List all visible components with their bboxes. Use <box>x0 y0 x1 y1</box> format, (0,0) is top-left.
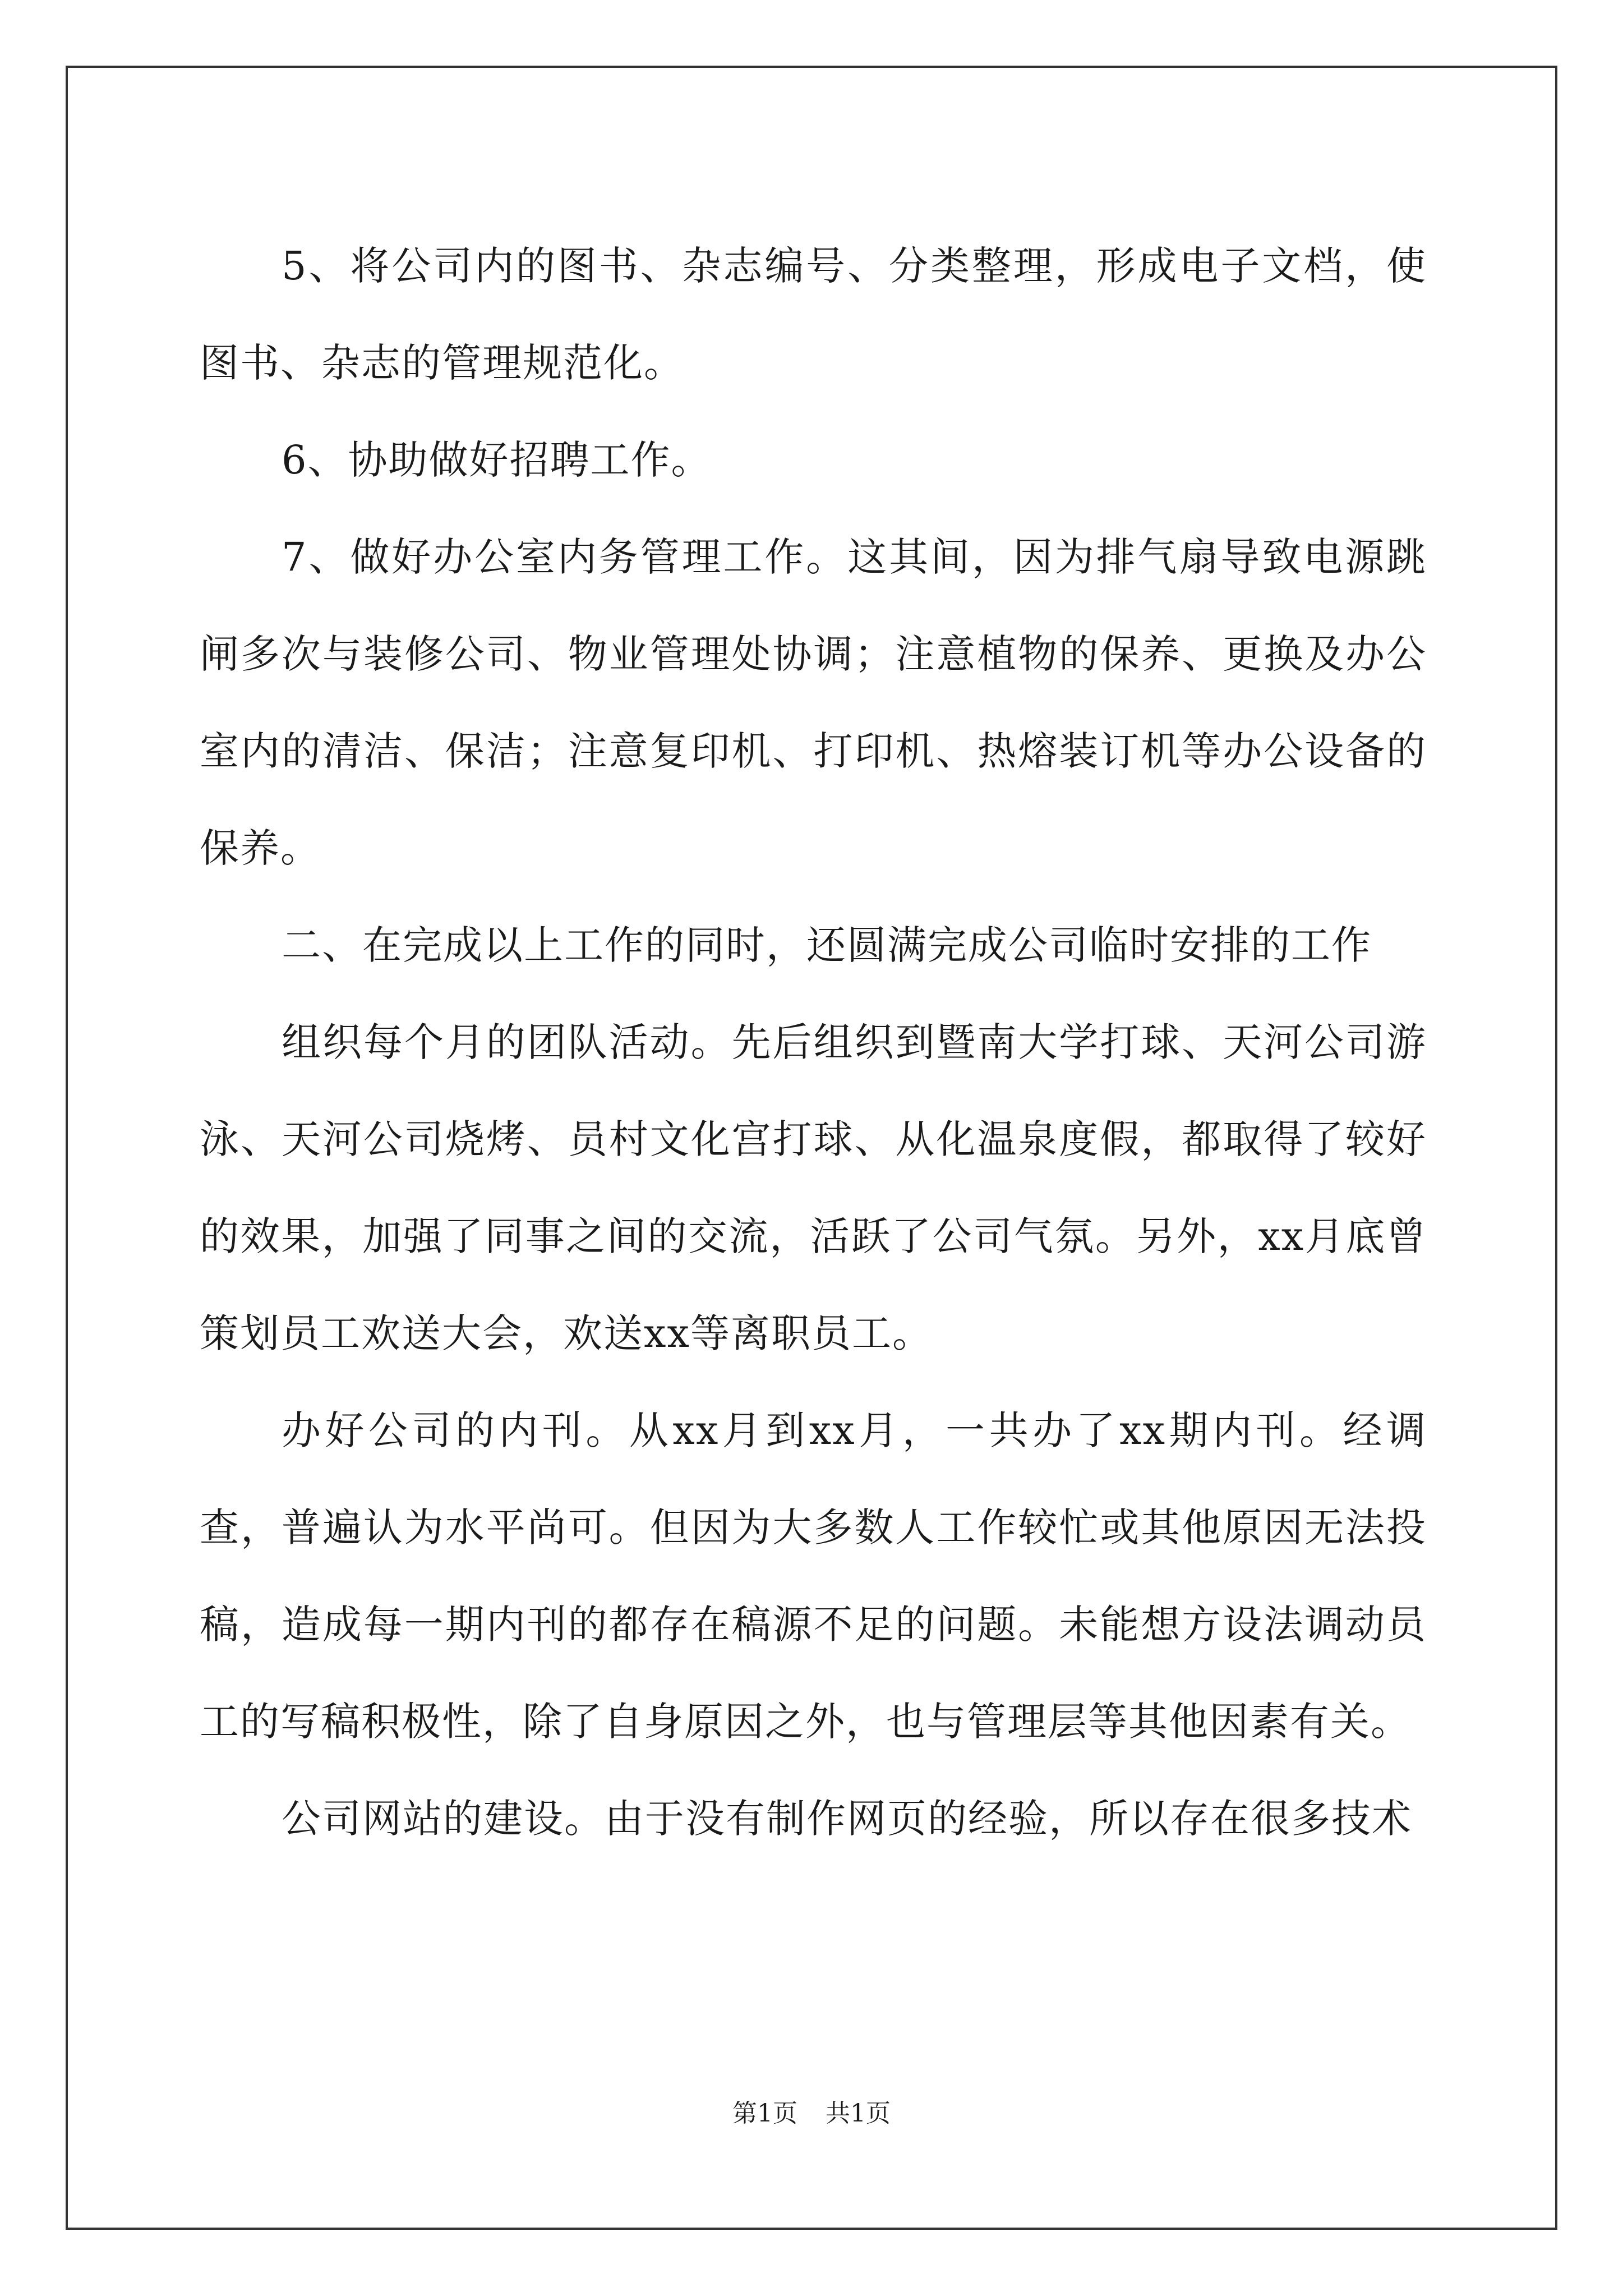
document-body <box>200 218 1427 1867</box>
paragraph-website: 公司网站的建设。由于没有制作网页的经验，所以存在很多技术 <box>282 1796 1412 1842</box>
paragraph-item-5: 5、将公司内的图书、杂志编号、分类整理，形成电子文档，使图书、杂志的管理规范化。 <box>200 243 1427 386</box>
page-footer <box>0 2097 1623 2131</box>
paragraph-item-6: 6、协助做好招聘工作。 <box>282 437 712 483</box>
page-number-total: 共1页 <box>826 2099 891 2128</box>
paragraph-item-7: 7、做好办公室内务管理工作。这其间，因为排气扇导致电源跳闸多次与装修公司、物业管理处协调；注意植物的保养、更换及办公室内的清洁、保洁；注意复印机、打印机、热熔装订机等办公设备的保养。 <box>200 534 1427 871</box>
page-number-current: 第1页 <box>732 2099 797 2128</box>
paragraph-internal-magazine: 办好公司的内刊。从xx月到xx月，一共办了xx期内刊。经调查，普遍认为水平尚可。但因为大多数人工作较忙或其他原因无法投稿，造成每一期内刊的都存在稿源不足的问题。未能想方设法调动员工的写稿积极性，除了自身原因之外，也与管理层等其他因素有关。 <box>200 1407 1427 1745</box>
paragraph-team-activities: 组织每个月的团队活动。先后组织到暨南大学打球、天河公司游泳、天河公司烧烤、员村文化宫打球、从化温泉度假，都取得了较好的效果，加强了同事之间的交流，活跃了公司气氛。另外，xx月底曾策划员工欢送大会，欢送xx等离职员工。 <box>200 1019 1427 1356</box>
section-heading-2: 二、在完成以上工作的同时，还圆满完成公司临时安排的工作 <box>282 922 1372 968</box>
